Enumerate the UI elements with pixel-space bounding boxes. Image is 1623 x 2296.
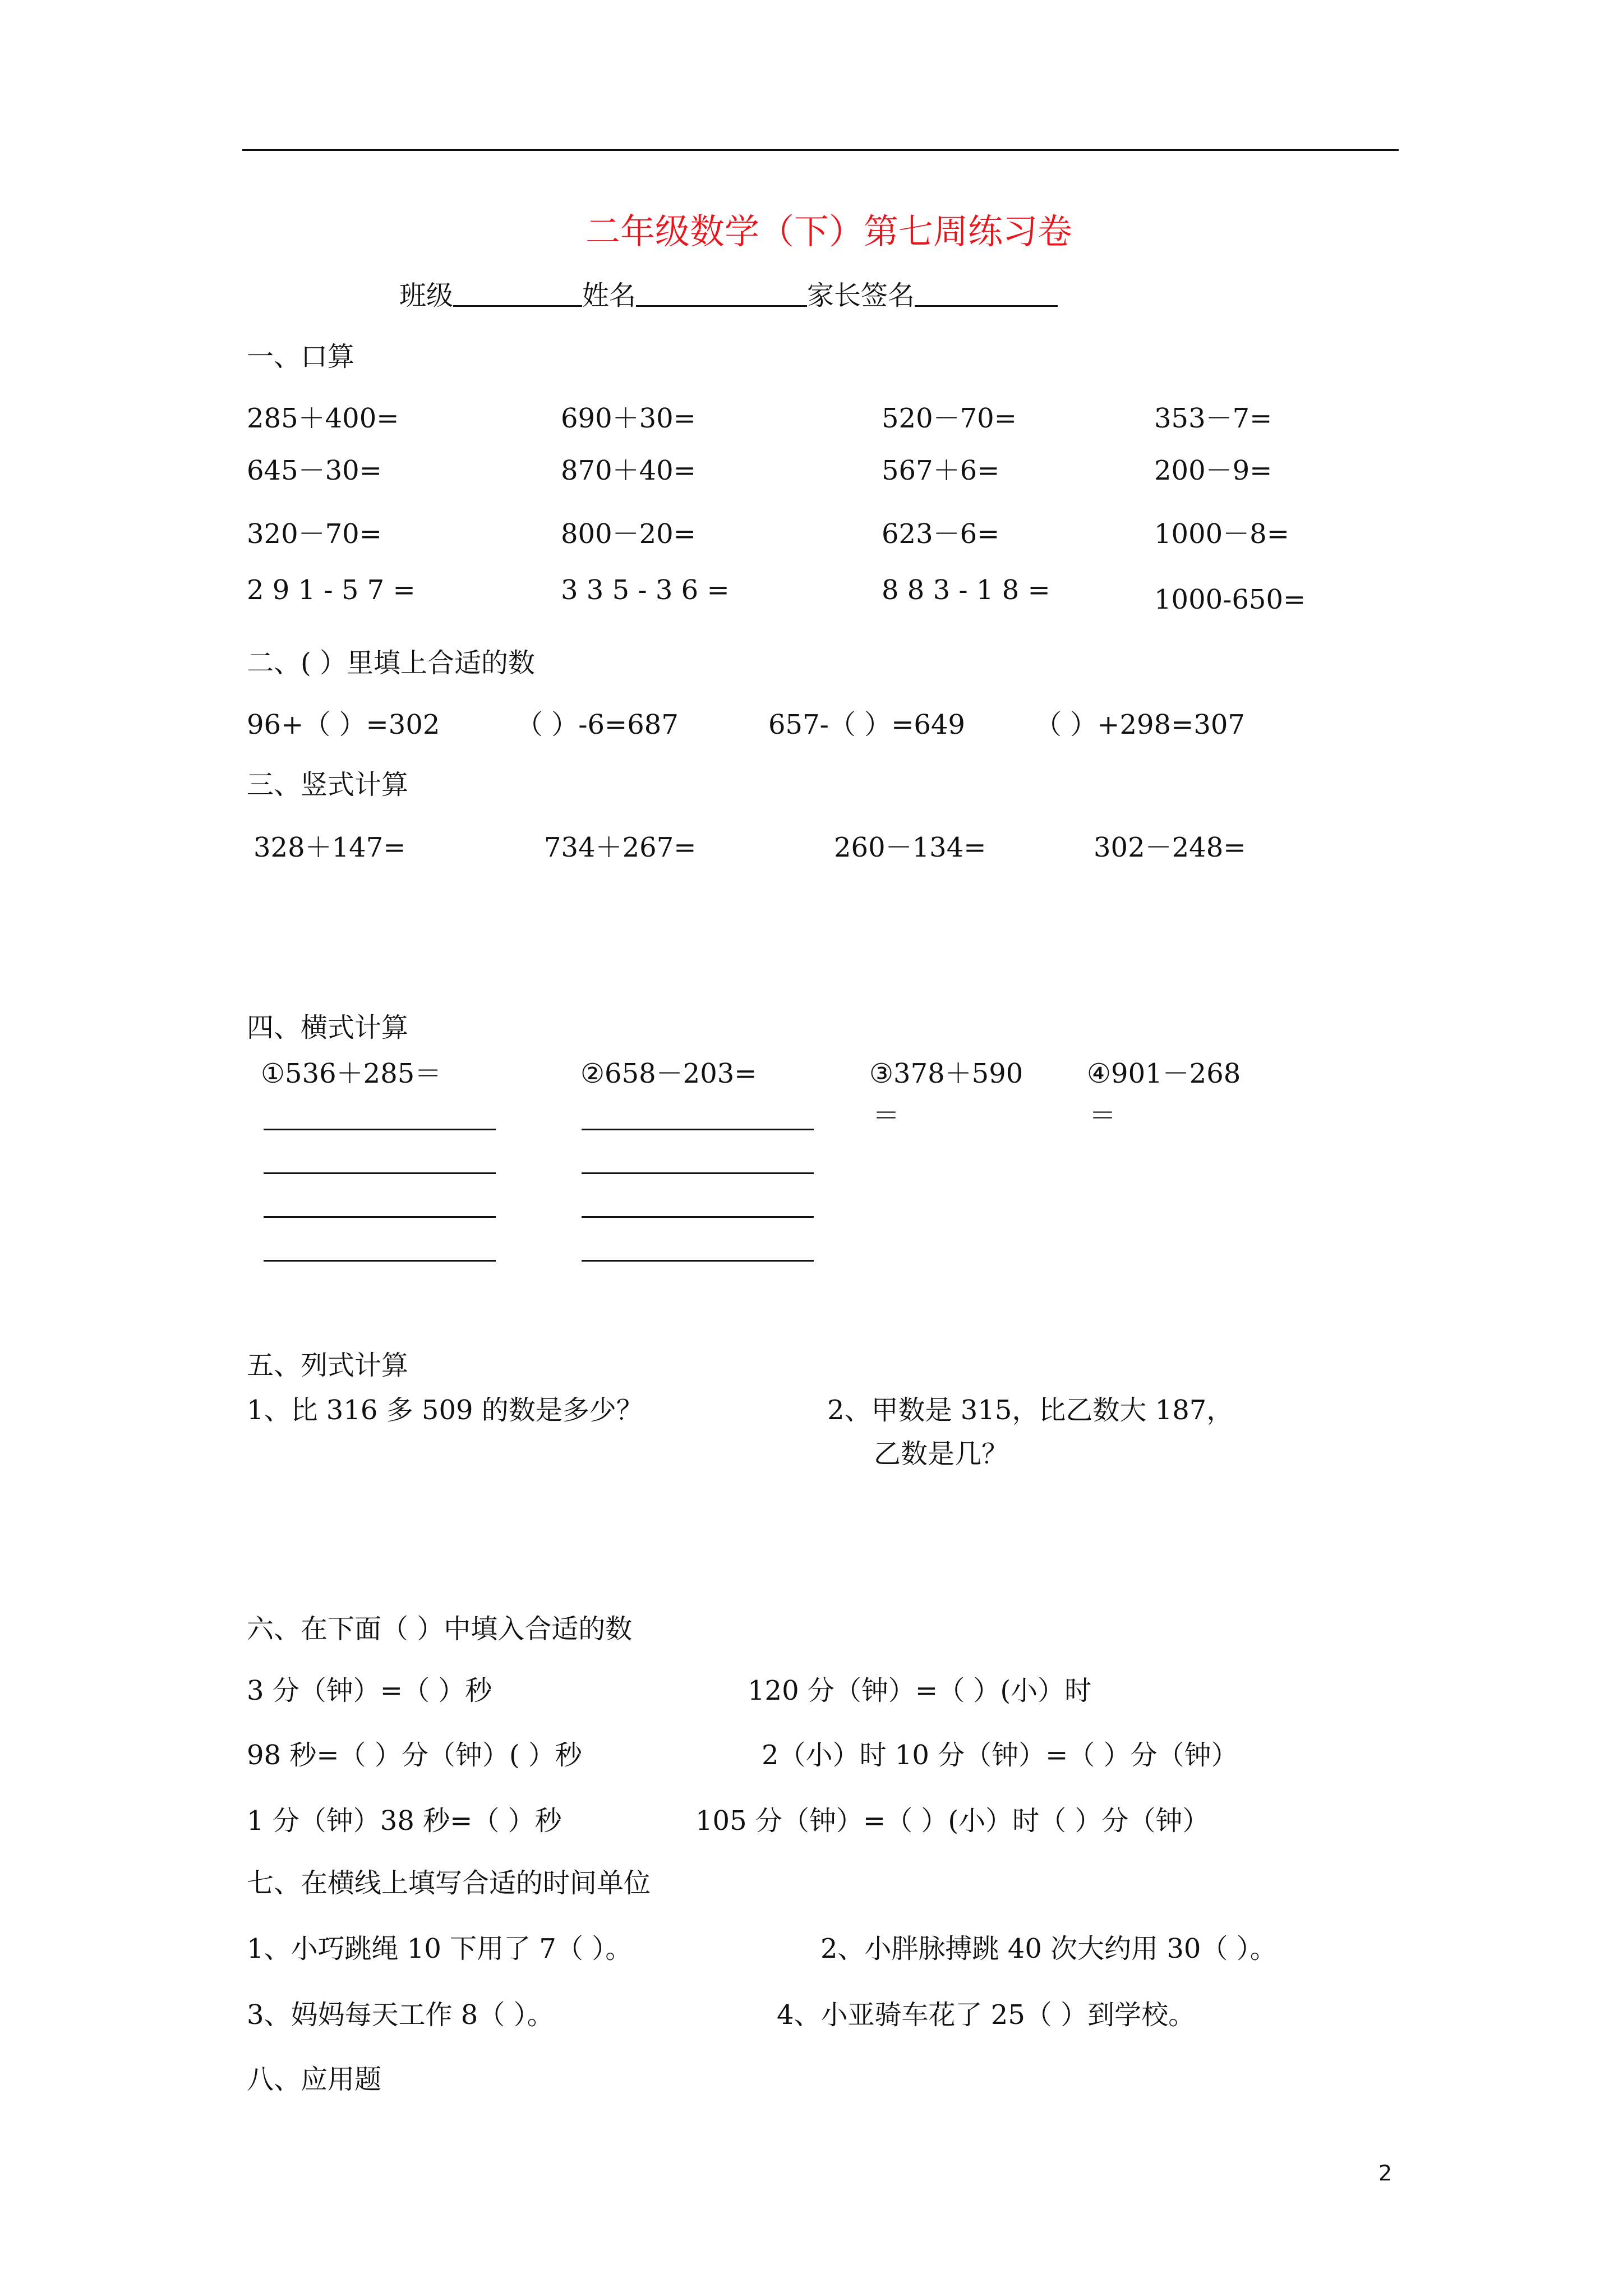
- word-problem-1: 1、比 316 多 509 的数是多少？: [247, 1395, 643, 1426]
- oral-item: 623－6=: [882, 518, 1000, 550]
- section-5-heading: 五、列式计算: [247, 1350, 409, 1381]
- time-unit-item: 1、小巧跳绳 10 下用了 7（ ）。: [247, 1933, 633, 1964]
- section-1-heading: 一、口算: [247, 341, 355, 372]
- oral-item: 320－70=: [247, 518, 382, 550]
- answer-line[interactable]: [264, 1260, 496, 1262]
- section-3-heading: 三、竖式计算: [247, 769, 409, 800]
- horizontal-calc-item: ①536＋285＝: [261, 1058, 442, 1089]
- header-rule: [242, 149, 1399, 151]
- oral-item: 567＋6=: [882, 455, 1000, 486]
- oral-item: 520－70=: [882, 403, 1017, 434]
- vertical-calc-item: 260－134=: [834, 832, 986, 863]
- oral-item: 1000－8=: [1154, 518, 1289, 550]
- unit-conversion-item: 2（小）时 10 分（钟）=（ ）分（钟）: [762, 1740, 1238, 1771]
- unit-conversion-item: 98 秒=（ ）分（钟）( ）秒: [247, 1740, 582, 1771]
- answer-line[interactable]: [582, 1216, 814, 1218]
- time-unit-item: 2、小胖脉搏跳 40 次大约用 30（ ）。: [820, 1933, 1277, 1964]
- fill-in-item: 96+（ ）=302: [247, 709, 440, 740]
- name-blank[interactable]: [636, 280, 807, 307]
- vertical-calc-item: 328＋147=: [253, 832, 406, 863]
- class-blank[interactable]: [453, 280, 582, 307]
- answer-line[interactable]: [582, 1172, 814, 1174]
- unit-conversion-item: 3 分（钟）=（ ）秒: [247, 1675, 492, 1706]
- answer-line[interactable]: [582, 1260, 814, 1262]
- oral-item: 645－30=: [247, 455, 382, 486]
- answer-line[interactable]: [264, 1172, 496, 1174]
- horizontal-calc-item: ③378＋590: [869, 1058, 1023, 1089]
- fill-in-item: 657-（ ）=649: [768, 709, 965, 740]
- oral-item: 3 3 5 - 3 6 =: [561, 574, 730, 606]
- fill-in-item: （ ）+298=307: [1035, 709, 1245, 740]
- word-problem-2: 2、甲数是 315，比乙数大 187，: [827, 1395, 1234, 1426]
- section-8-heading: 八、应用题: [247, 2064, 382, 2095]
- answer-line[interactable]: [582, 1129, 814, 1130]
- page-number: 2: [1378, 2161, 1393, 2185]
- oral-item: 690＋30=: [561, 403, 696, 434]
- student-info-line: [399, 280, 1058, 309]
- word-problem-2-cont: 乙数是几？: [874, 1438, 1009, 1470]
- oral-item: 2 9 1 - 5 7 =: [247, 574, 416, 606]
- section-2-heading: 二、( ）里填上合适的数: [247, 647, 535, 679]
- oral-item: 1000-650=: [1154, 584, 1306, 615]
- unit-conversion-item: 105 分（钟）=（ ）(小）时（ ）分（钟）: [695, 1805, 1210, 1837]
- oral-item: 8 8 3 - 1 8 =: [882, 574, 1050, 606]
- equals-sign: ＝: [873, 1100, 900, 1131]
- parent-signature-label: 家长签名: [807, 280, 915, 311]
- vertical-calc-item: 302－248=: [1094, 832, 1246, 863]
- oral-item: 285＋400=: [247, 403, 399, 434]
- time-unit-item: 4、小亚骑车花了 25（ ）到学校。: [777, 1999, 1196, 2031]
- class-label: 班级: [399, 280, 454, 311]
- fill-in-item: （ ）-6=687: [516, 709, 679, 740]
- equals-sign: ＝: [1089, 1100, 1117, 1131]
- horizontal-calc-item: ②658－203=: [580, 1058, 757, 1089]
- section-7-heading: 七、在横线上填写合适的时间单位: [247, 1867, 651, 1899]
- oral-item: 870＋40=: [561, 455, 696, 486]
- answer-line[interactable]: [264, 1216, 496, 1218]
- horizontal-calc-item: ④901－268: [1087, 1058, 1241, 1089]
- oral-item: 353－7=: [1154, 403, 1272, 434]
- parent-signature-blank[interactable]: [915, 280, 1058, 307]
- unit-conversion-item: 1 分（钟）38 秒=（ ）秒: [247, 1805, 562, 1837]
- section-6-heading: 六、在下面（ ）中填入合适的数: [247, 1613, 633, 1645]
- oral-item: 200－9=: [1154, 455, 1272, 486]
- vertical-calc-item: 734＋267=: [544, 832, 697, 863]
- unit-conversion-item: 120 分（钟）=（ ）(小）时: [748, 1675, 1092, 1706]
- worksheet-title: 二年级数学（下）第七周练习卷: [585, 211, 1073, 252]
- oral-item: 800－20=: [561, 518, 696, 550]
- time-unit-item: 3、妈妈每天工作 8（ ）。: [247, 1999, 554, 2031]
- answer-line[interactable]: [264, 1129, 496, 1130]
- name-label: 姓名: [582, 280, 637, 311]
- section-4-heading: 四、横式计算: [247, 1012, 409, 1043]
